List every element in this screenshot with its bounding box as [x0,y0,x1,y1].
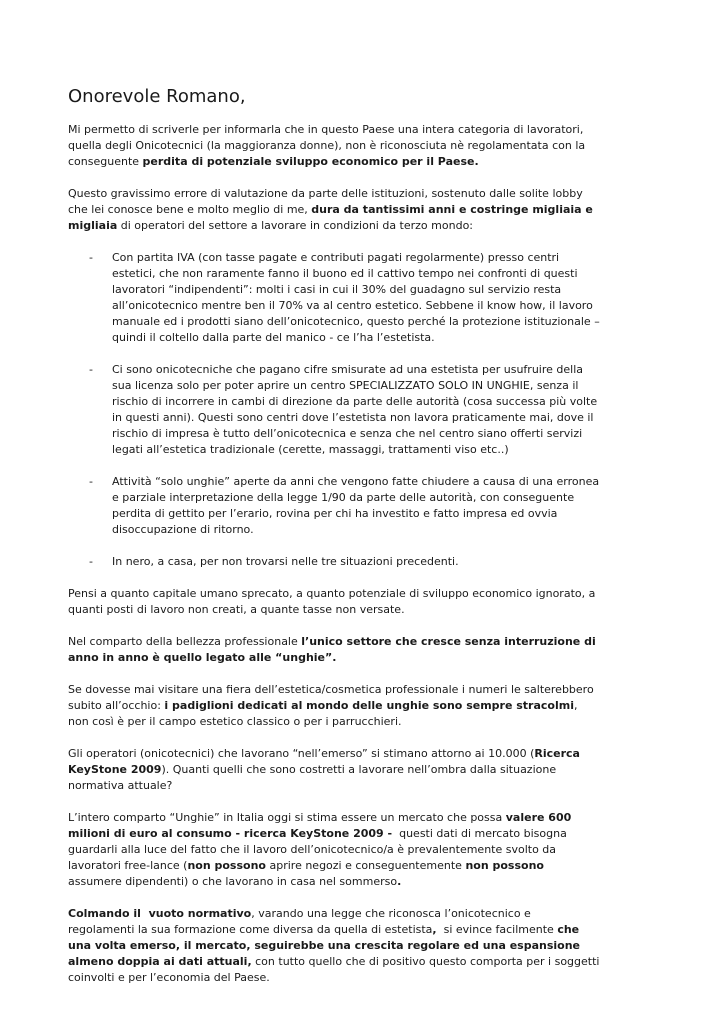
text-run: , varando una legge che riconosca l’onicotecnico e regolamenti la sua formazione come diversa da quella di estetista [68,907,531,936]
bold-text-run: valere 600 milioni di euro al consumo - ricerca KeyStone 2009 - [68,811,572,840]
bold-text-run: i padiglioni dedicati al mondo delle unghie sono sempre stracolmi [164,699,574,712]
text-run: Gli operatori (onicotecnici) che lavorano “nell’emerso” si stimano attorno ai 10.000 ( [68,747,535,760]
list-item [68,554,668,570]
bold-text-run: che una volta emerso, il mercato, seguirebbe una crescita regolare ed una espansione almeno doppia ai dati attuali, [68,923,581,968]
bullet-dash-icon: - [89,555,93,568]
letter-page [68,86,668,1002]
bold-text-run: perdita di potenziale sviluppo economico per il Paese. [142,155,479,168]
list-item [68,362,668,458]
paragraph [68,746,668,794]
text-run: questi dati di mercato bisogna guardarli alla luce del fatto che il lavoro dell’onicotecnico/a è prevalentemente svolto da lavoratori free-lance ( [68,827,567,872]
salutation-heading: Onorevole Romano, [68,86,246,107]
bold-text-run: l’unico settore che cresce senza interruzione di anno in anno è quello legato alle “unghie”. [68,635,596,664]
text-run: aprire negozi e conseguentemente [265,859,466,872]
bold-text-run: Ricerca KeyStone 2009 [68,747,580,776]
paragraph [68,906,668,986]
text-run: In nero, a casa, per non trovarsi nelle tre situazioni precedenti. [112,555,459,568]
bold-text-run: non possono [187,859,266,872]
bold-text-run: , [432,923,437,936]
paragraph [68,634,668,666]
paragraph [68,122,668,170]
text-run: ). Quanti quelli che sono costretti a lavorare nell’ombra dalla situazione normativa attuale? [68,763,557,792]
text-run: Mi permetto di scriverle per informarla che in questo Paese una intera categoria di lavoratori, quella degli Onicotecnici (la maggioranza donne), non è riconosciuta nè regolamentata con la conseguente [68,123,586,168]
text-run: Ci sono onicotecniche che pagano cifre smisurate ad una estetista per usufruire della sua licenza solo per poter aprire un centro SPECIALIZZATO SOLO IN UNGHIE, senza il rischio di incorrere in cambi di direzione da parte delle autorità (cosa successa più volte in questi anni). Questi sono centri dove l’estetista non lavora praticamente mai, dove il rischio di impresa è tutto dell’onicotecnica e senza che nel centro siano offerti servizi legati all’estetica tradizionale (cerette, massaggi, trattamenti viso etc..) [112,363,598,456]
bullet-dash-icon: - [89,251,93,264]
text-run: con tutto quello che di positivo questo comporta per i soggetti coinvolti e per l’economia del Paese. [68,955,600,984]
text-run: Nel comparto della bellezza professionale [68,635,302,648]
paragraph [68,586,668,618]
list-item [68,250,668,346]
bullet-list [68,250,668,570]
text-run: L’intero comparto “Unghie” in Italia oggi si stima essere un mercato che possa [68,811,506,824]
text-run: Pensi a quanto capitale umano sprecato, a quanto potenziale di sviluppo economico ignorato, a quanti posti di lavoro non creati, a quante tasse non versate. [68,587,596,616]
text-run: Se dovesse mai visitare una fiera dell’estetica/cosmetica professionale i numeri le salterebbero subito all’occhio: [68,683,594,712]
bold-text-run: Colmando il vuoto normativo [68,907,252,920]
text-run: assumere dipendenti) o che lavorano in casa nel sommerso [68,875,398,888]
paragraph [68,186,668,234]
bold-text-run: dura da tantissimi anni e costringe migliaia e migliaia [68,203,593,232]
bullet-dash-icon: - [89,475,93,488]
paragraph [68,682,668,730]
bold-text-run: non possono [465,859,544,872]
text-run: Con partita IVA (con tasse pagate e contributi pagati regolarmente) presso centri estetici, che non raramente fanno il buono ed il cattivo tempo nei confronti di questi lavoratori “indipendenti”: molti i casi in cui il 30% del guadagno sul servizio resta all’onicotecnico mentre ben il 70% va al centro estetico. Sebbene il know how, il lavoro manuale ed i prodotti siano dell’onicotecnico, questo perché la protezione istituzionale – quindi il coltello dalla parte del manico - ce l’ha l’estetista. [112,251,600,344]
paragraph [68,810,668,890]
bullet-dash-icon: - [89,363,93,376]
body-paragraphs [68,586,668,986]
list-item [68,474,668,538]
text-run: di operatori del settore a lavorare in condizioni da terzo mondo: [117,219,473,232]
text-run: Attività “solo unghie” aperte da anni che vengono fatte chiudere a causa di una erronea e parziale interpretazione della legge 1/90 da parte delle autorità, con conseguente perdita di gettito per l’erario, rovina per chi ha investito e fatto impresa ed ovvia disoccupazione di ritorno. [112,475,600,536]
bold-text-run: . [397,875,402,888]
text-run: Questo gravissimo errore di valutazione da parte delle istituzioni, sostenuto dalle solite lobby che lei conosce bene e molto meglio di me, [68,187,583,216]
intro-paragraphs [68,122,668,234]
text-run: , non così è per il campo estetico classico o per i parrucchieri. [68,699,578,728]
text-run: si evince facilmente [436,923,558,936]
